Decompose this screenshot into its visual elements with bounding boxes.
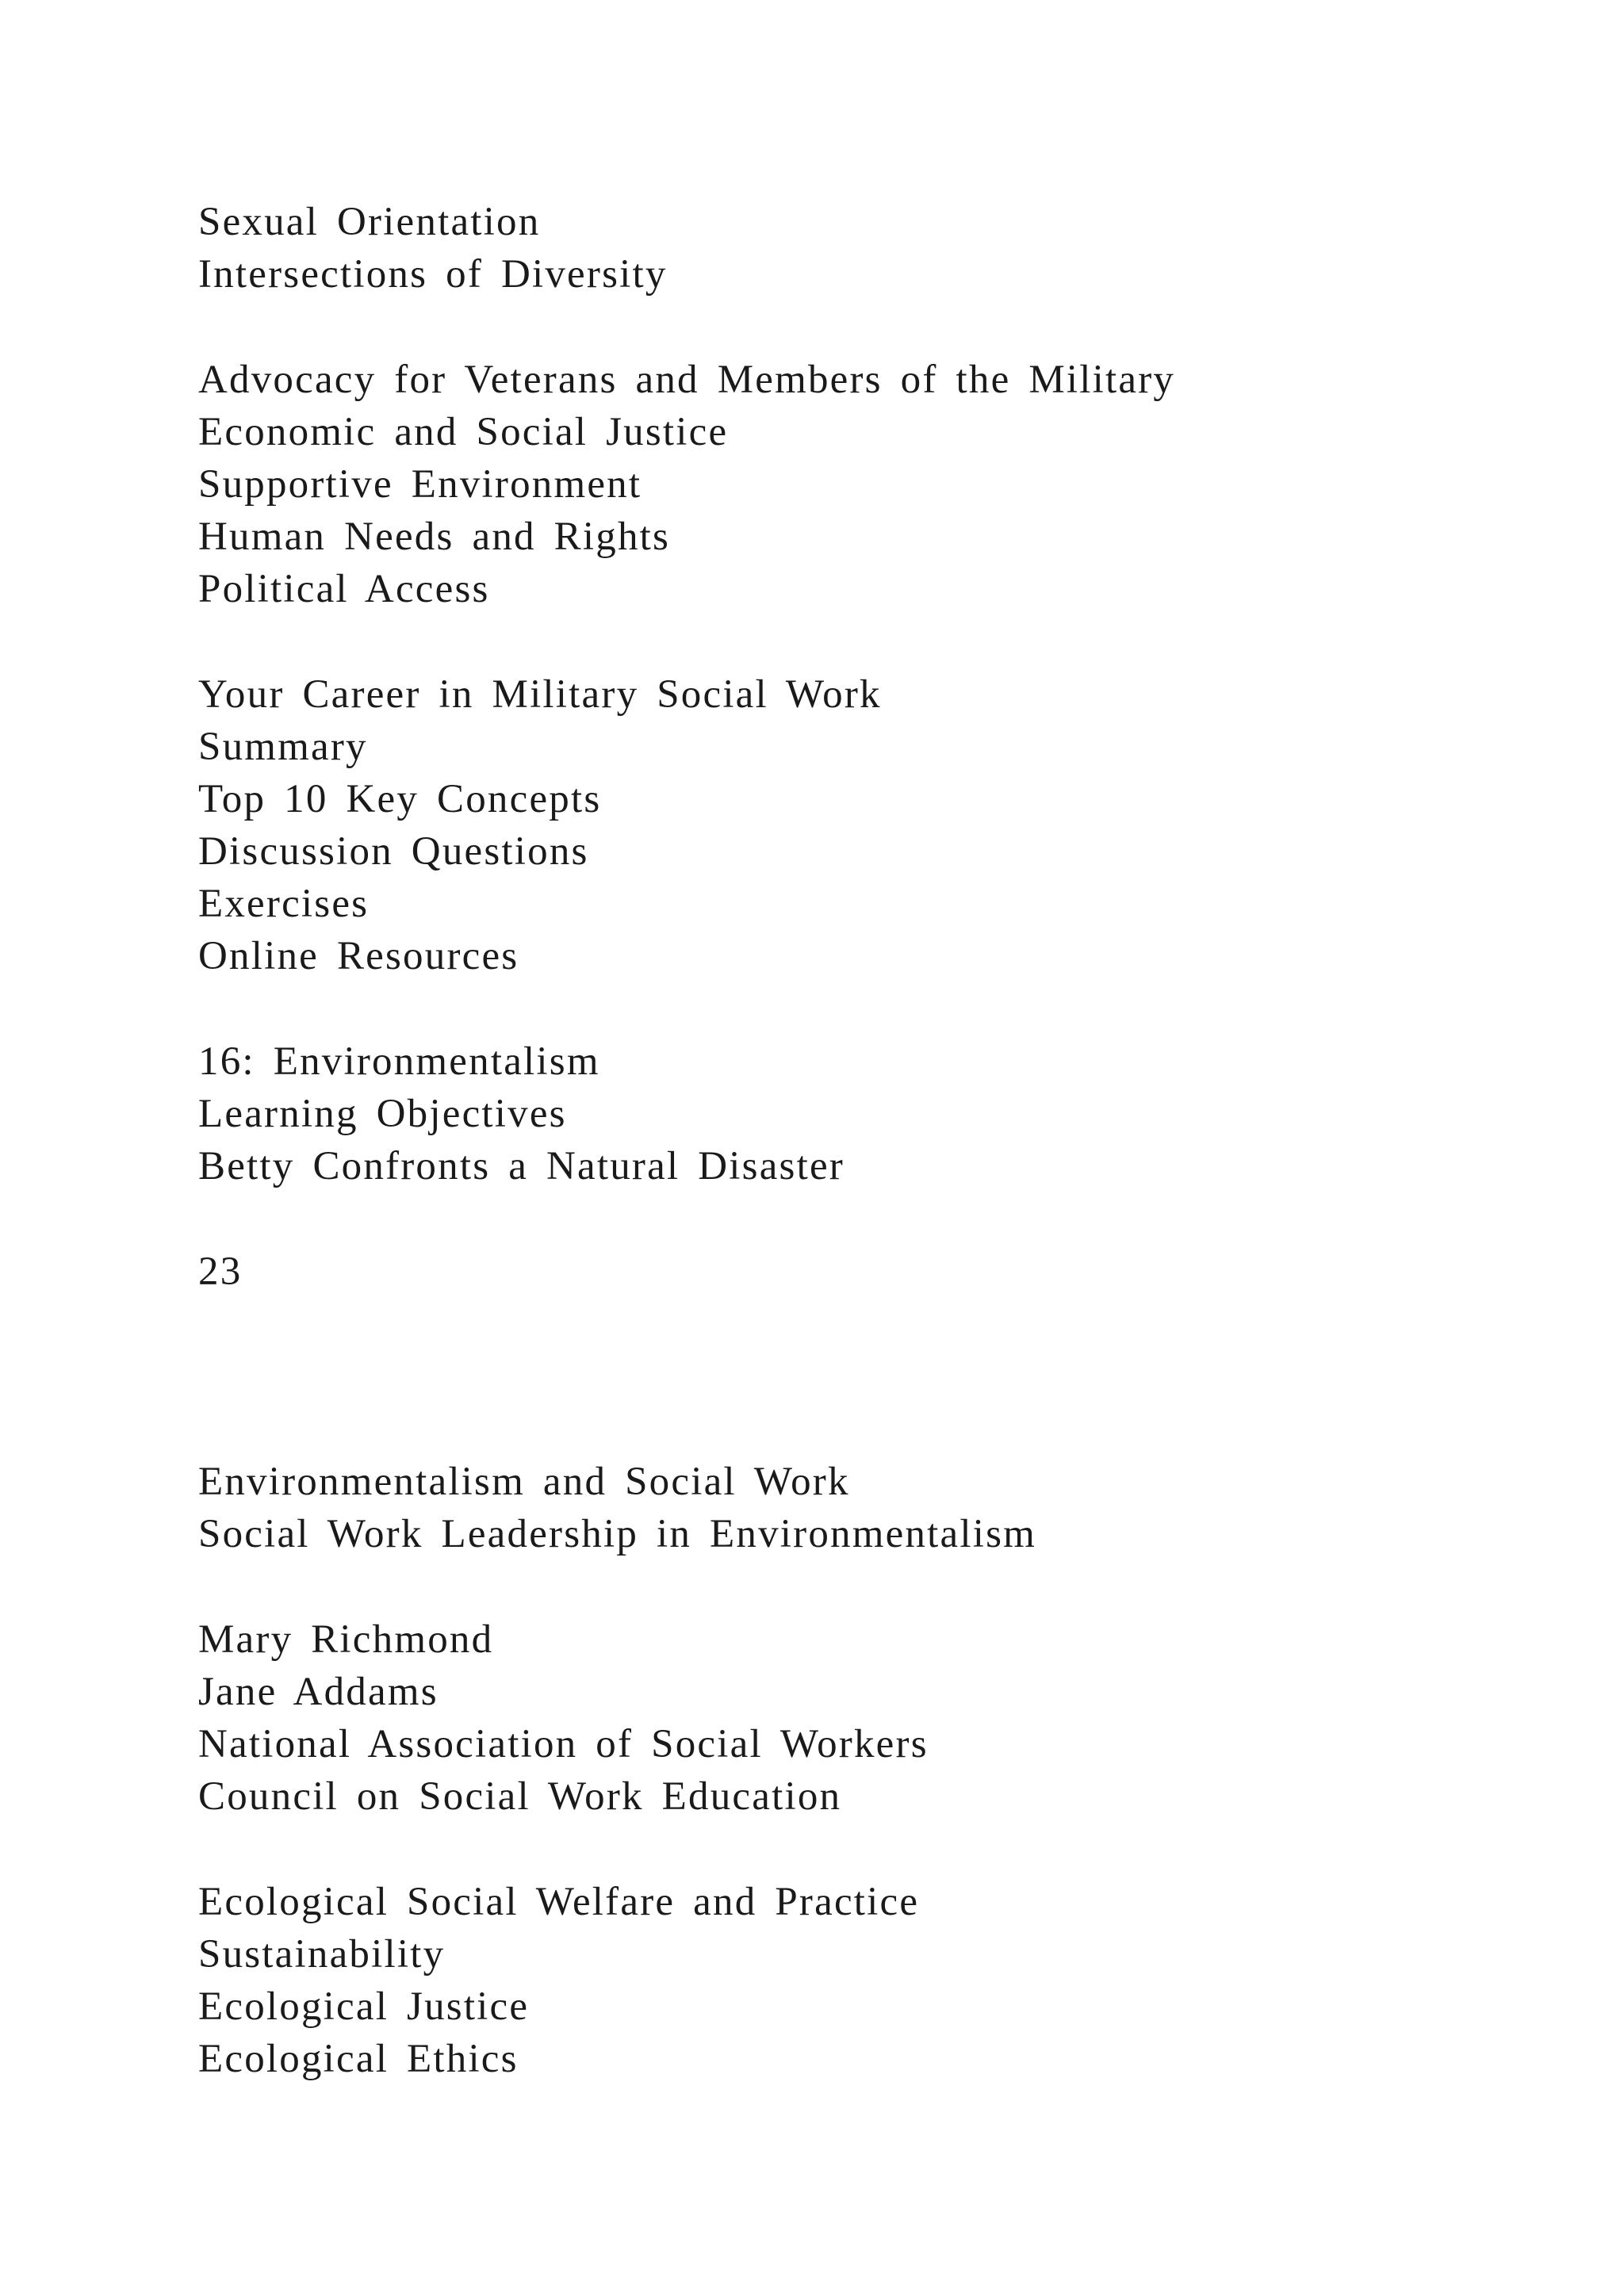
toc-line-political-access: Political Access	[198, 567, 490, 611]
toc-line-betty-confronts: Betty Confronts a Natural Disaster	[198, 1144, 845, 1188]
toc-line-ecological-justice: Ecological Justice	[198, 1984, 530, 2029]
toc-line-ecological-social-welfare: Ecological Social Welfare and Practice	[198, 1880, 920, 1924]
toc-line-top-10-key-concepts: Top 10 Key Concepts	[198, 777, 602, 821]
toc-line-exercises: Exercises	[198, 882, 370, 926]
toc-line-jane-addams: Jane Addams	[198, 1670, 439, 1714]
toc-line-human-needs-and-rights: Human Needs and Rights	[198, 515, 671, 559]
toc-line-supportive-environment: Supportive Environment	[198, 462, 642, 507]
toc-line-social-work-leadership: Social Work Leadership in Environmentalism	[198, 1512, 1036, 1556]
toc-line-nasw: National Association of Social Workers	[198, 1722, 929, 1766]
toc-line-mary-richmond: Mary Richmond	[198, 1617, 494, 1662]
toc-line-learning-objectives: Learning Objectives	[198, 1092, 567, 1136]
toc-line-advocacy-for-veterans: Advocacy for Veterans and Members of the Military	[198, 358, 1176, 402]
toc-line-economic-and-social-justice: Economic and Social Justice	[198, 410, 729, 454]
toc-line-cswe: Council on Social Work Education	[198, 1774, 842, 1819]
toc-line-ecological-ethics: Ecological Ethics	[198, 2037, 519, 2081]
toc-line-discussion-questions: Discussion Questions	[198, 829, 589, 874]
toc-line-environmentalism-and-social-work: Environmentalism and Social Work	[198, 1460, 850, 1504]
toc-line-your-career: Your Career in Military Social Work	[198, 672, 882, 717]
toc-line-online-resources: Online Resources	[198, 934, 519, 978]
toc-line-intersections-of-diversity: Intersections of Diversity	[198, 252, 668, 297]
page-number: 23	[198, 1249, 243, 1294]
toc-line-chapter-16: 16: Environmentalism	[198, 1039, 600, 1084]
toc-line-sexual-orientation: Sexual Orientation	[198, 200, 541, 244]
toc-line-sustainability: Sustainability	[198, 1932, 446, 1976]
toc-line-summary: Summary	[198, 725, 368, 769]
